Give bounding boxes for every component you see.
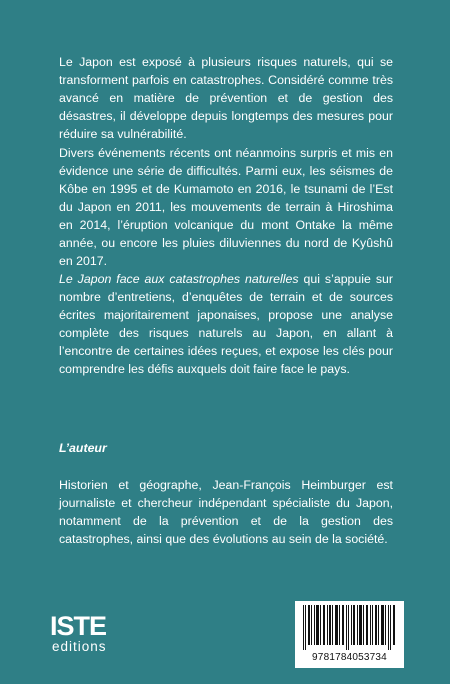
description-paragraph-3 bbox=[59, 270, 393, 378]
author-description: Historien et géographe, Jean-François Heimburger est journaliste et chercheur indépendant spécialiste du Japon, notamment de la prévention et de la gestion des catastrophes, ainsi que des évolutions au sein de la société. bbox=[59, 478, 393, 546]
isbn-text: 9781784053734 bbox=[312, 652, 387, 663]
author-heading: L’auteur bbox=[59, 441, 107, 455]
book-title-text: Le Japon face aux catastrophes naturelles bbox=[59, 272, 299, 286]
publisher-logo-main: ISTE bbox=[50, 611, 107, 641]
barcode-area bbox=[295, 601, 404, 668]
description-paragraph-1: Le Japon est exposé à plusieurs risques naturels, qui se transforment parfois en catastrophes. Considéré comme très avancé en matière de prévention et de gestion des désastres, il développe depuis longtemps des mesures pour réduire sa vulnérabilité. bbox=[59, 55, 393, 141]
publisher-logo bbox=[50, 611, 142, 654]
description-paragraph-3-text: qui s’appuie sur nombre d’entretiens, d’enquêtes de terrain et de sources écrites majoritairement japonaises, propose une analyse complète des risques naturels au Japon, en allant à l’encontre de certaines idées reçues, et expose les clés pour comprendre les défis auxquels doit faire face le pays. bbox=[59, 272, 393, 376]
description-paragraph-2: Divers événements récents ont néanmoins surpris et mis en évidence une série de difficultés. Parmi eux, les séismes de Kôbe en 1995 et de Kumamoto en 2016, le tsunami de l’Est du Japon en 2011, les mouvements de terrain à Hiroshima en 2014, l’éruption volcanique du mont Ontake la même année, ou encore les pluies diluviennes du nord de Kyûshû en 2017. bbox=[59, 146, 393, 268]
publisher-logo-sub: editions bbox=[52, 639, 107, 654]
barcode-icon bbox=[301, 605, 398, 650]
